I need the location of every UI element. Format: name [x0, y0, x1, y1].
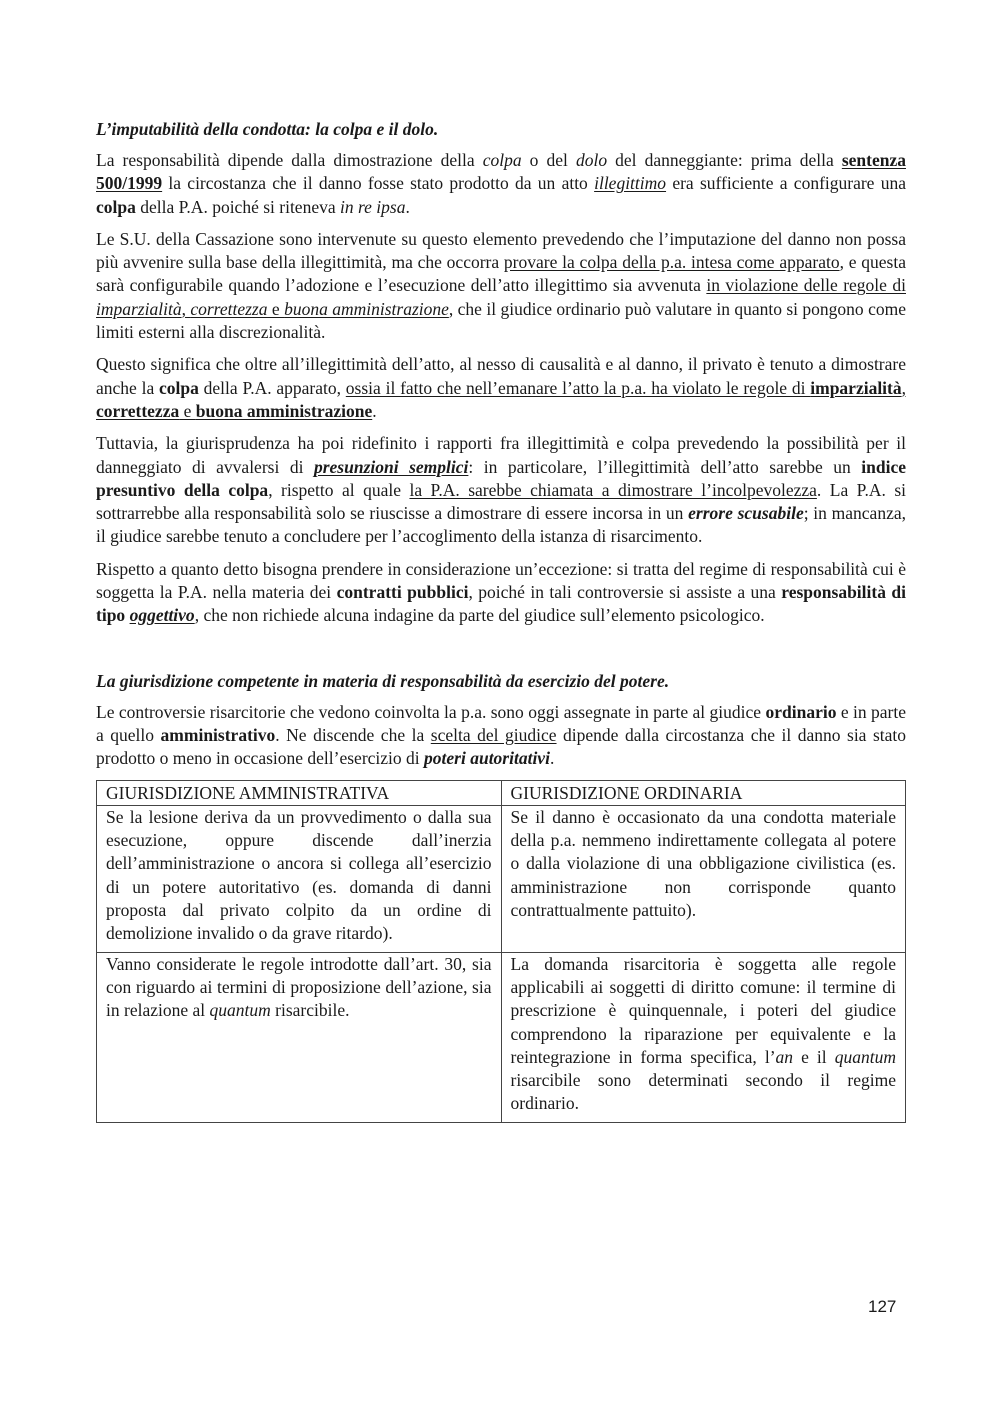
text-fragment: La domanda risarcitoria è soggetta alle regole applicabili ai soggetti di diritto comune: il termine di prescrizione è quinquennale, i poteri del giudice comprendono la riparazione per equivalente e la reintegrazione in forma specifica, l’ — [510, 953, 896, 1067]
text-fragment: era sufficiente a configurare una — [666, 173, 906, 194]
text-fragment: provare la colpa della p.a. intesa come apparato — [503, 252, 840, 273]
text-fragment: risarcibile sono determinati secondo il regime ordinario. — [510, 1070, 896, 1114]
paragraph — [96, 432, 906, 548]
text-fragment: Rispetto a quanto detto bisogna prendere in considerazione un’eccezione: si tratta del regime di responsabilità cui è soggetta la P.A. nella materia dei — [96, 558, 906, 603]
section-body-jurisdiction — [96, 701, 906, 771]
text-fragment: Questo significa che oltre all’illegittimità dell’atto, al nesso di causalità e al danno, il privato è tenuto a dimostrare anche la — [96, 354, 906, 398]
text-fragment: Vanno considerate le regole introdotte dall’art. 30, sia con riguardo ai termini di proposizione dell’azione, sia in relazione al — [106, 953, 492, 1021]
text-fragment: , che il giudice ordinario può valutare in quanto si pongono come limiti esterni alla discrezionalità. — [96, 298, 906, 343]
text-fragment: e — [267, 298, 285, 319]
text-fragment: presunzioni semplici — [313, 456, 469, 477]
table-cell-administrative — [97, 805, 502, 952]
text-fragment: della P.A. apparato, — [198, 377, 346, 398]
text-fragment: , — [181, 298, 191, 319]
text-fragment: e il — [793, 1046, 835, 1067]
table-cell-ordinary — [501, 952, 906, 1122]
text-fragment: ordinario — [765, 701, 837, 722]
text-fragment: illegittimo — [594, 173, 667, 194]
section-body-imputability — [96, 149, 906, 628]
text-fragment: in re ipsa — [340, 196, 406, 217]
table-header-administrative: GIURISDIZIONE AMMINISTRATIVA — [97, 780, 502, 805]
text-fragment: quantum — [209, 1000, 271, 1021]
text-fragment: Se la lesione deriva da un provvedimento o dalla sua esecuzione, oppure discende dall’inerzia dell’amministrazione o ancora si collega all’esercizio di un potere autoritativo (es. domanda di danni proposta dal privato colpito da un ordine di demolizione invalido o da grave ritardo). — [106, 806, 492, 944]
text-fragment: buona amministrazione — [284, 298, 449, 319]
section-heading-jurisdiction: La giurisdizione competente in materia di responsabilità da esercizio del potere. — [96, 670, 670, 691]
page-number: 127 — [868, 1297, 897, 1316]
text-fragment: Le S.U. della Cassazione sono intervenute su questo elemento prevedendo che l’imputazione del danno non possa più avvenire sulla base della illegittimità, ma che occorra — [96, 228, 906, 273]
text-fragment: : in particolare, l’illegittimità dell’atto sarebbe un — [468, 456, 862, 477]
text-fragment: oggettivo — [129, 605, 195, 626]
paragraph — [96, 149, 906, 219]
text-fragment: colpa — [159, 377, 199, 398]
text-fragment: , poiché in tali controversie si assiste a una — [468, 582, 782, 603]
text-fragment: . La P.A. si sottrarrebbe alla responsabilità solo se riuscisse a dimostrare di essere incorsa in un — [96, 479, 906, 524]
text-fragment: dipende dalla circostanza che il danno sia stato prodotto o meno in occasione dell’esercizio di — [96, 724, 907, 769]
text-fragment: contratti pubblici — [336, 582, 469, 603]
text-fragment: la P.A. sarebbe chiamata a dimostrare l’incolpevolezza — [409, 479, 817, 500]
text-fragment: imparzialità — [96, 298, 182, 319]
text-fragment: errore scusabile — [688, 503, 804, 524]
text-fragment: responsabilità di tipo — [96, 582, 906, 626]
text-fragment: , e questa sarà configurabile quando l’adozione e l’esecuzione dell’atto illegittimo sia avvenuta — [96, 252, 906, 296]
text-fragment: correttezza — [190, 298, 268, 319]
text-fragment: . — [372, 400, 377, 421]
text-fragment: della P.A. poiché si riteneva — [135, 196, 340, 217]
text-fragment: , rispetto al quale — [268, 479, 410, 500]
table-row — [97, 952, 906, 1122]
text-fragment: dolo — [575, 150, 608, 170]
table-header-row — [97, 780, 906, 805]
text-fragment: imparzialità — [810, 377, 902, 398]
text-fragment: poteri autoritativi — [424, 748, 550, 769]
table-row — [97, 805, 906, 952]
text-fragment: e — [179, 400, 196, 421]
paragraph — [96, 353, 906, 423]
jurisdiction-table — [96, 780, 906, 1123]
text-fragment: e in parte a quello — [96, 701, 906, 745]
text-fragment: Se il danno è occasionato da una condotta materiale della p.a. nemmeno indirettamente collegata al potere o dalla violazione di una obbligazione civilistica (es. amministrazione non corrisponde quanto contrattualmente pattuito). — [510, 806, 896, 921]
text-fragment: risarcibile. — [270, 1000, 350, 1021]
document-page — [96, 118, 906, 1123]
text-fragment: Le controversie risarcitorie che vedono coinvolta la p.a. sono oggi assegnate in parte al giudice — [96, 701, 766, 722]
text-fragment: . — [549, 748, 555, 769]
text-fragment: del danneggiante: prima della — [607, 150, 842, 170]
text-fragment: . Ne discende che la — [275, 724, 431, 745]
paragraph — [96, 701, 906, 771]
paragraph — [96, 228, 906, 344]
text-fragment: indice presuntivo della colpa — [96, 456, 906, 500]
text-fragment: , che non richiede alcuna indagine da parte del giudice sull’elemento psicologico. — [194, 605, 765, 626]
text-fragment: sentenza 500/1999 — [96, 150, 906, 194]
table-header-ordinary: GIURISDIZIONE ORDINARIA — [501, 780, 906, 805]
section-gap — [96, 637, 906, 670]
text-fragment: la circostanza che il danno fosse stato prodotto da un atto — [162, 173, 595, 194]
text-fragment: ossia il fatto che nell’emanare l’atto la p.a. ha violato le regole di — [345, 377, 811, 398]
paragraph — [96, 558, 906, 628]
text-fragment: La responsabilità dipende dalla dimostrazione della — [96, 150, 483, 170]
text-fragment: Tuttavia, la giurisprudenza ha poi ridefinito i rapporti fra illegittimità e colpa prevedendo la possibilità per il danneggiato di avvalersi di — [96, 433, 906, 477]
text-fragment: colpa — [96, 196, 136, 217]
text-fragment: an — [775, 1046, 794, 1067]
text-fragment: correttezza — [96, 400, 180, 421]
text-fragment: scelta del giudice — [430, 724, 557, 745]
text-fragment: buona amministrazione — [195, 400, 373, 421]
text-fragment: ; in mancanza, il giudice sarebbe tenuto a concludere per l’accoglimento della istanza di risarcimento. — [96, 503, 906, 547]
text-fragment: , — [901, 377, 906, 398]
text-fragment: in violazione delle regole di — [706, 275, 906, 296]
text-fragment: . — [405, 196, 410, 217]
table-cell-administrative — [97, 952, 502, 1122]
text-fragment: amministrativo — [160, 724, 276, 745]
text-fragment: o del — [521, 150, 576, 170]
text-fragment: quantum — [834, 1046, 896, 1067]
text-fragment: colpa — [482, 150, 522, 170]
table-cell-ordinary — [501, 805, 906, 952]
section-heading-imputability: L’imputabilità della condotta: la colpa e il dolo. — [96, 119, 439, 139]
